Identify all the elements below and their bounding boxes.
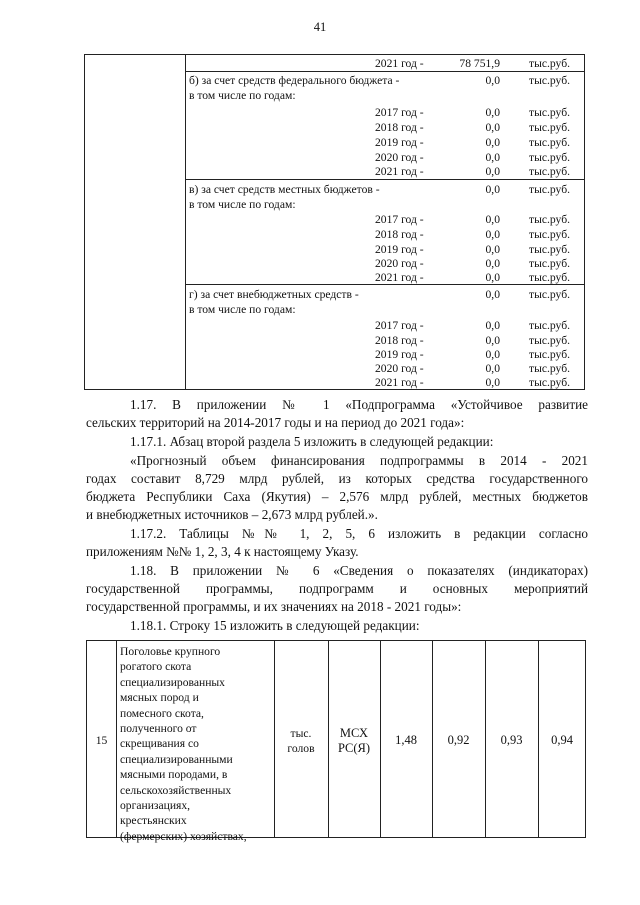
table-divider (185, 179, 584, 180)
unit-label: тыс.руб. (529, 288, 570, 301)
description-line: рогатого скота (120, 660, 192, 674)
description-line: скрещивания со (120, 737, 199, 751)
unit-label: тыс.руб. (529, 228, 570, 241)
funding-table (84, 54, 585, 390)
section-subtitle: в том числе по годам: (189, 303, 296, 316)
unit-label: тыс.руб. (529, 106, 570, 119)
value-cell: 0,93 (500, 733, 523, 747)
value-cell: 1,48 (395, 733, 417, 747)
table-row (85, 135, 586, 150)
amount-value: 0,0 (485, 183, 500, 196)
section-title: в) за счет средств местных бюджетов - (189, 183, 380, 196)
table-row (85, 375, 586, 390)
amount-value: 0,0 (485, 213, 500, 226)
unit-label: тыс.руб. (529, 243, 570, 256)
year-label: 2020 год - (375, 151, 424, 164)
unit-label: тыс.руб. (529, 319, 570, 332)
description-line: специализированными (120, 752, 233, 766)
table-row (85, 347, 586, 362)
unit-cell (274, 726, 328, 757)
year-label: 2017 год - (375, 106, 424, 119)
paragraph-line: сельских территорий на 2014-2017 годы и на период до 2021 года»: (86, 415, 465, 430)
year-label: 2020 год - (375, 362, 424, 375)
table-row (85, 333, 586, 348)
unit-label: тыс.руб. (529, 213, 570, 226)
year-label: 2021 год - (375, 271, 424, 284)
paragraph-line: приложениям №№ 1, 2, 3, 4 к настоящему Указу. (86, 544, 359, 559)
table-row (85, 212, 586, 227)
table-divider (185, 71, 584, 72)
indicator-description (120, 644, 247, 844)
section-subtitle-row (85, 197, 586, 212)
paragraph-line: и внебюджетных источников – 2,673 млрд рублей.». (86, 507, 378, 522)
section-title: б) за счет средств федерального бюджета - (189, 74, 400, 87)
value-cell: 0,92 (447, 733, 470, 747)
paragraph-line: государственной программы, подпрограмм и основных мероприятий (86, 581, 588, 596)
page-number: 41 (313, 20, 327, 34)
row-number: 15 (95, 734, 108, 747)
unit-label: тыс.руб. (529, 121, 570, 134)
description-line: (фермерских) хозяйствах, (120, 829, 247, 843)
unit-label: тыс.руб. (529, 136, 570, 149)
amount-value: 0,0 (485, 257, 500, 270)
year-label: 2021 год - (375, 376, 424, 389)
table-divider (116, 641, 117, 837)
table-row (85, 150, 586, 165)
table-row (85, 318, 586, 333)
paragraph-line: 1.17.2. Таблицы №№ 1, 2, 5, 6 изложить в редакции согласно (130, 526, 588, 541)
description-line: специализированных (120, 675, 225, 689)
amount-value: 0,0 (485, 348, 500, 361)
section-subtitle-row (85, 88, 586, 103)
unit-label: тыс.руб. (529, 74, 570, 87)
paragraph-line: годах составит 8,729 млрд рублей, из которых средства государственного (86, 471, 588, 486)
section-subtitle-row (85, 302, 586, 317)
description-line: сельскохозяйственных (120, 783, 232, 797)
org-line: РС(Я) (337, 741, 371, 756)
paragraph-line: 1.18.1. Строку 15 изложить в следующей редакции: (130, 618, 420, 633)
year-label: 2019 год - (375, 136, 424, 149)
amount-value: 0,0 (485, 106, 500, 119)
year-label: 2021 год - (375, 165, 424, 178)
unit-label: тыс.руб. (529, 271, 570, 284)
unit-label: тыс.руб. (529, 376, 570, 389)
section-subtitle: в том числе по годам: (189, 198, 296, 211)
description-line: мясными породами, в (120, 768, 228, 782)
table-row (85, 56, 586, 71)
table-row (85, 120, 586, 135)
table-row (85, 361, 586, 376)
paragraph-line: 1.17. В приложении № 1 «Подпрограмма «Устойчивое развитие (130, 397, 588, 412)
amount-value: 0,0 (485, 288, 500, 301)
unit-label: тыс.руб. (529, 257, 570, 270)
unit-label: тыс.руб. (529, 348, 570, 361)
paragraph-line: 1.17.1. Абзац второй раздела 5 изложить в следующей редакции: (130, 434, 494, 449)
year-label: 2018 год - (375, 228, 424, 241)
unit-label: тыс.руб. (529, 57, 570, 70)
amount-value: 0,0 (485, 271, 500, 284)
amount-value: 0,0 (485, 165, 500, 178)
year-label: 2019 год - (375, 348, 424, 361)
amount-value: 78 751,9 (459, 57, 500, 70)
unit-label: тыс.руб. (529, 165, 570, 178)
unit-line: голов (287, 742, 315, 756)
section-title-row (85, 182, 586, 197)
indicator-table (86, 640, 586, 843)
value-cell: 0,94 (551, 733, 573, 747)
amount-value: 0,0 (485, 121, 500, 134)
year-label: 2018 год - (375, 334, 424, 347)
table-row (85, 164, 586, 179)
amount-value: 0,0 (485, 319, 500, 332)
paragraph-line: государственной программы, и их значениях на 2018 - 2021 годы»: (86, 599, 462, 614)
description-line: мясных пород и (120, 691, 199, 705)
year-label: 2020 год - (375, 257, 424, 270)
amount-value: 0,0 (485, 376, 500, 389)
amount-value: 0,0 (485, 74, 500, 87)
section-title: г) за счет внебюджетных средств - (189, 288, 359, 301)
section-title-row (85, 287, 586, 302)
paragraph-line: «Прогнозный объем финансирования подпрограммы в 2014 - 2021 (130, 453, 588, 468)
org-line: МСХ (339, 726, 369, 740)
description-line: помесного скота, (120, 706, 204, 720)
amount-value: 0,0 (485, 334, 500, 347)
year-label: 2019 год - (375, 243, 424, 256)
paragraph-line: бюджета Республики Саха (Якутия) – 2,576 млрд рублей, местных бюджетов (86, 489, 588, 504)
table-row (85, 227, 586, 242)
section-title-row (85, 73, 586, 88)
amount-value: 0,0 (485, 228, 500, 241)
paragraph-line: 1.18. В приложении № 6 «Сведения о показателях (индикаторах) (130, 563, 588, 578)
unit-label: тыс.руб. (529, 183, 570, 196)
unit-label: тыс.руб. (529, 151, 570, 164)
table-row (85, 256, 586, 271)
amount-value: 0,0 (485, 151, 500, 164)
unit-label: тыс.руб. (529, 334, 570, 347)
year-label: 2017 год - (375, 319, 424, 332)
year-label: 2021 год - (375, 57, 424, 70)
description-line: Поголовье крупного (120, 645, 221, 658)
description-line: крестьянских (120, 814, 187, 828)
year-label: 2017 год - (375, 213, 424, 226)
org-cell (328, 726, 380, 757)
unit-line: тыс. (290, 727, 312, 740)
table-row (85, 105, 586, 120)
table-row (85, 242, 586, 257)
amount-value: 0,0 (485, 243, 500, 256)
amount-value: 0,0 (485, 362, 500, 375)
description-line: организациях, (120, 799, 191, 813)
description-line: полученного от (120, 722, 197, 736)
year-label: 2018 год - (375, 121, 424, 134)
amount-value: 0,0 (485, 136, 500, 149)
unit-label: тыс.руб. (529, 362, 570, 375)
section-subtitle: в том числе по годам: (189, 89, 296, 102)
table-row (85, 270, 586, 285)
